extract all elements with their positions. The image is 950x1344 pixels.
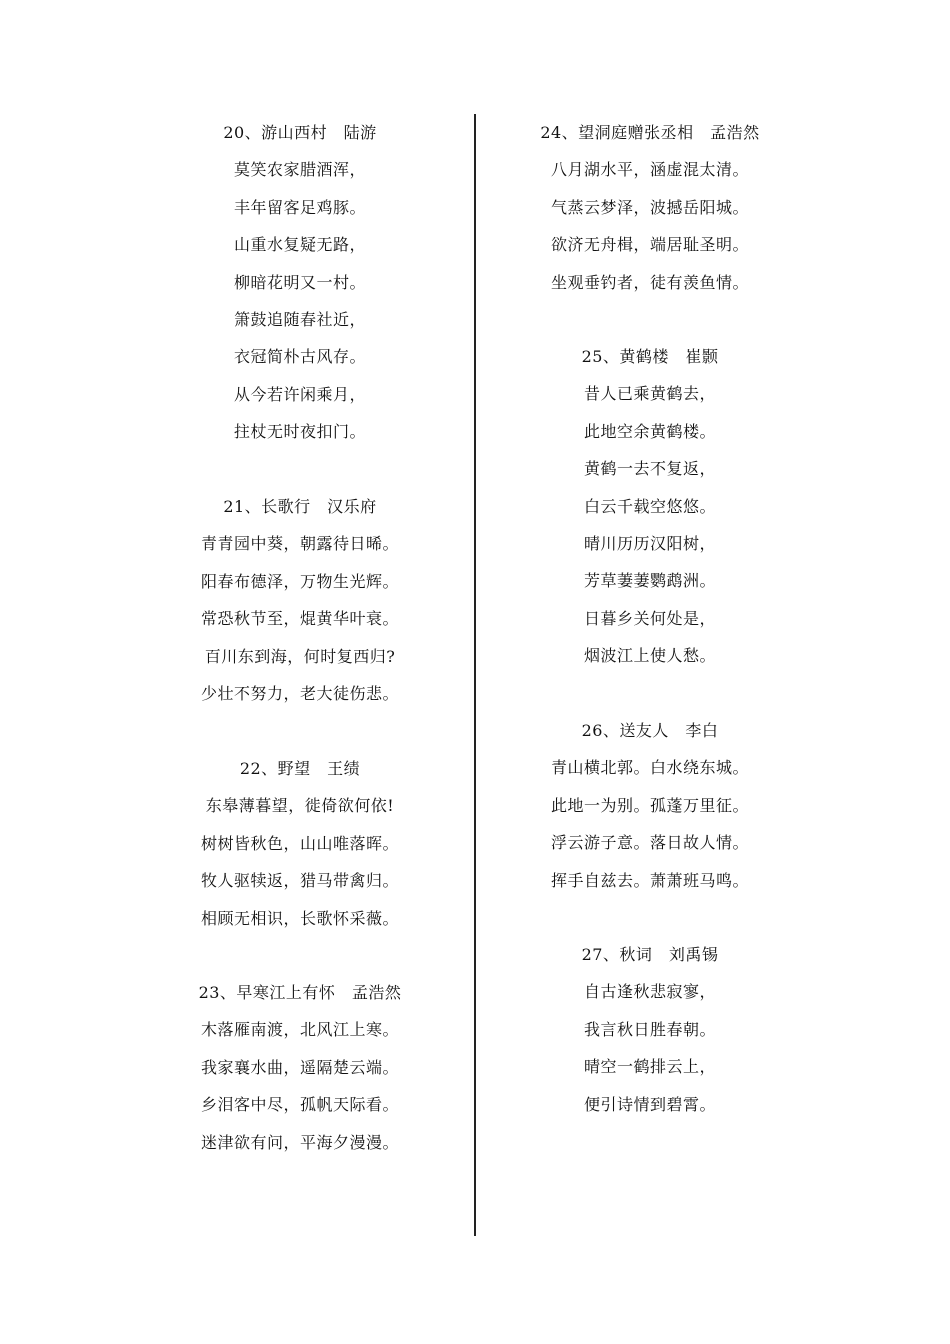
poem-line: 此地一为别。孤蓬万里征。 (550, 795, 749, 815)
poem-line: 我言秋日胜春朝。 (583, 1019, 716, 1039)
column-divider (474, 114, 476, 1236)
poem-line: 此地空余黄鹤楼。 (583, 421, 716, 441)
poem-line: 青青园中葵，朝露待日晞。 (200, 534, 399, 554)
poem-line: 便引诗情到碧霄。 (583, 1094, 716, 1114)
poem-line: 白云千载空悠悠。 (583, 496, 716, 516)
poem-line: 拄杖无时夜扣门。 (233, 422, 366, 442)
poem-23 (150, 974, 450, 1161)
poem-line: 坐观垂钓者，徒有羡鱼情。 (550, 272, 749, 292)
poem-line: 衣冠简朴古风存。 (233, 347, 366, 367)
poem-line: 迷津欲有问，平海夕漫漫。 (200, 1132, 399, 1152)
poem-line: 晴空一鹤排云上， (583, 1057, 716, 1077)
poem-line: 东皋薄暮望，徙倚欲何依! (205, 796, 395, 816)
poem-line: 晴川历历汉阳树， (583, 533, 716, 553)
poem-line: 昔人已乘黄鹤去， (583, 384, 716, 404)
poem-line: 自古逢秋悲寂寥， (583, 982, 716, 1002)
poem-line: 柳暗花明又一村。 (233, 272, 366, 292)
poem-line: 烟波江上使人愁。 (583, 646, 716, 666)
poem-line: 气蒸云梦泽，波撼岳阳城。 (550, 197, 749, 217)
poem-title: 23、早寒江上有怀 孟浩然 (198, 983, 402, 1002)
poem-line: 我家襄水曲，遥隔楚云端。 (200, 1057, 399, 1077)
poem-line: 少壮不努力，老大徒伤悲。 (200, 683, 399, 703)
poem-line: 日暮乡关何处是， (583, 608, 716, 628)
poem-line: 黄鹤一去不复返， (583, 459, 716, 479)
poem-line: 八月湖水平，涵虚混太清。 (550, 160, 749, 180)
poem-line: 从今若许闲乘月， (233, 384, 366, 404)
poem-line: 浮云游子意。落日故人情。 (550, 833, 749, 853)
poem-title: 20、游山西村 陆游 (223, 123, 377, 142)
poem-line: 百川东到海，何时复西归? (204, 646, 396, 666)
poem-line: 欲济无舟楫，端居耻圣明。 (550, 235, 749, 255)
poem-line: 常恐秋节至，焜黄华叶衰。 (200, 609, 399, 629)
poem-title: 26、送友人 李白 (581, 721, 719, 740)
poem-line: 挥手自兹去。萧萧班马鸣。 (550, 870, 749, 890)
poem-line: 莫笑农家腊酒浑， (233, 160, 366, 180)
poem-27 (500, 936, 800, 1123)
poem-line: 丰年留客足鸡豚。 (233, 197, 366, 217)
poem-title: 24、望洞庭赠张丞相 孟浩然 (540, 123, 760, 142)
poem-title: 25、黄鹤楼 崔颢 (581, 347, 719, 366)
poem-line: 木落雁南渡，北风江上寒。 (200, 1020, 399, 1040)
poem-line: 山重水复疑无路， (233, 235, 366, 255)
poem-line: 牧人驱犊返，猎马带禽归。 (200, 871, 399, 891)
poem-21 (150, 488, 450, 712)
poem-22 (150, 750, 450, 937)
poem-line: 树树皆秋色，山山唯落晖。 (200, 833, 399, 853)
poem-20 (150, 114, 450, 451)
poem-line: 芳草萋萋鹦鹉洲。 (583, 571, 716, 591)
poem-title: 27、秋词 刘禹锡 (581, 945, 719, 964)
poem-line: 相顾无相识，长歌怀采薇。 (200, 908, 399, 928)
poem-26 (500, 712, 800, 899)
poem-line: 乡泪客中尽，孤帆天际看。 (200, 1095, 399, 1115)
poem-title: 21、长歌行 汉乐府 (223, 497, 377, 516)
poem-24 (500, 114, 800, 301)
poem-line: 箫鼓追随春社近， (233, 309, 366, 329)
poem-line: 阳春布德泽，万物生光辉。 (200, 571, 399, 591)
poem-line: 青山横北郭。白水绕东城。 (550, 758, 749, 778)
poem-title: 22、野望 王绩 (239, 759, 361, 778)
poem-25 (500, 338, 800, 675)
